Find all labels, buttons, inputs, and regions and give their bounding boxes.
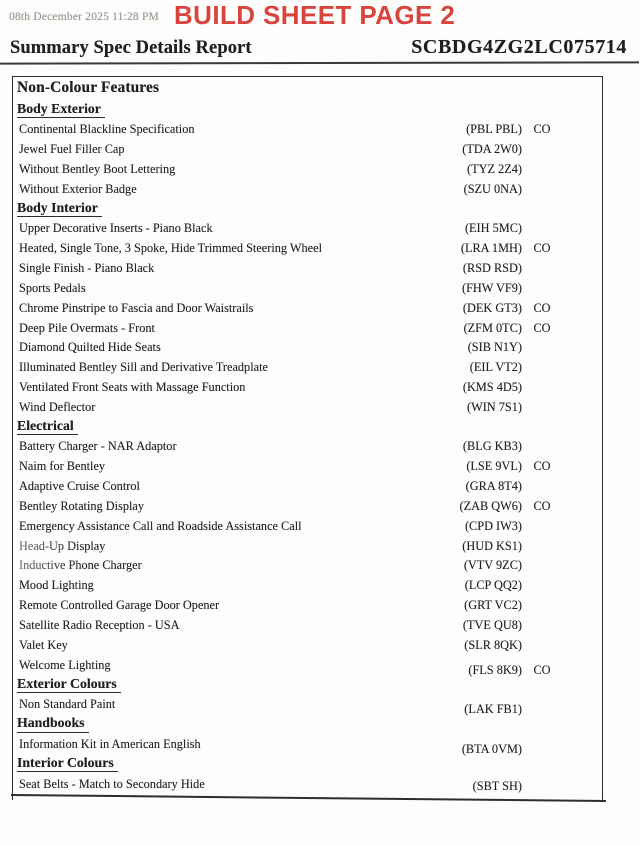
feature-name: Naim for Bentley [19,459,106,474]
carry-over-flag: CO [533,459,551,474]
feature-code-cell [430,459,562,474]
feature-code: (GRA 8T4) [465,479,522,494]
feature-row [13,556,602,576]
feature-code: (CPD IW3) [464,518,522,533]
printed-date: 08th December 2025 11:28 PM [9,11,159,23]
carry-over-flag [522,360,562,375]
feature-code-cell [430,578,562,593]
feature-code: (EIH 5MC) [464,221,522,236]
feature-code: (ZAB QW6) [459,498,522,513]
feature-code-cell [430,241,562,256]
feature-row [13,358,602,378]
feature-code: (FHW VF9) [461,280,522,295]
carry-over-flag [522,261,562,276]
feature-row [13,635,602,655]
carry-over-flag [522,742,562,757]
feature-name: Head-Up Display [19,538,106,553]
feature-code-cell [430,301,562,316]
feature-code: (BLG KB3) [462,439,522,454]
feature-code: (SZU 0NA) [463,181,522,196]
header-divider [0,61,639,64]
section-title: Interior Colours [17,756,118,772]
section-title: Body Interior [17,201,102,217]
feature-code: (KMS 4D5) [462,380,522,394]
section-header [13,754,602,774]
carry-over-flag: CO [533,241,551,256]
feature-name: Heated, Single Tone, 3 Spoke, Hide Trimmed Steering Wheel [19,241,322,256]
feature-row [13,477,602,497]
feature-name: Information Kit in American English [19,736,201,751]
feature-row [13,516,602,536]
feature-name: Continental Blackline Specification [19,122,195,137]
feature-rows [13,100,602,794]
feature-name: Single Finish - Piano Black [19,261,155,276]
feature-code-cell [430,142,562,157]
feature-code: (SLR 8QK) [464,637,522,652]
feature-code-cell [430,439,562,454]
section-header [13,100,602,120]
feature-row [13,497,602,517]
feature-code: (LRA 1MH) [460,241,522,256]
feature-code-cell [430,122,562,137]
feature-row [13,120,602,140]
feature-name: Chrome Pinstripe to Fascia and Door Waistrails [19,300,254,315]
feature-name: Diamond Quilted Hide Seats [19,340,161,355]
feature-row [13,536,602,556]
feature-code: (ZFM 0TC) [463,320,522,335]
feature-code: (VTV 9ZC) [463,558,522,573]
vin-number: SCBDG4ZG2LC075714 [411,36,627,58]
feature-code: (PBL PBL) [466,122,522,137]
sheet-title: Non-Colour Features [17,79,160,96]
feature-code: (LAK FB1) [464,702,522,717]
carry-over-flag [522,618,562,633]
carry-over-flag [522,779,562,794]
feature-name: Deep Pile Overmats - Front [19,320,155,335]
feature-code: (TVE QU8) [462,617,522,632]
feature-name: Bentley Rotating Display [19,498,145,513]
feature-code: (LSE 9VL) [466,459,522,474]
section-header [13,199,602,219]
feature-row [13,616,602,636]
carry-over-flag [522,539,562,554]
feature-code-cell [430,663,562,678]
feature-code-cell [430,638,562,653]
feature-row [13,437,602,457]
feature-row [13,655,602,675]
feature-row [13,179,602,199]
feature-code-cell [430,221,562,236]
feature-row [13,239,602,259]
feature-code: (HUD KS1) [462,538,522,553]
feature-row [13,219,602,239]
feature-name: Seat Belts - Match to Secondary Hide [19,776,205,791]
feature-code-cell [430,261,562,276]
feature-row [13,278,602,298]
carry-over-flag: CO [533,320,551,335]
feature-code-cell [430,598,562,613]
feature-name: Inductive Phone Charger [19,558,142,573]
feature-code-cell [430,742,562,757]
feature-code-cell [430,162,562,177]
section-title: Handbooks [17,716,89,732]
section-title: Body Exterior [17,102,105,118]
feature-row [13,735,602,755]
carry-over-flag [522,479,562,494]
feature-row [13,576,602,596]
carry-over-flag [522,182,562,197]
feature-name: Remote Controlled Garage Door Opener [19,598,220,613]
feature-code: (EIL VT2) [469,360,522,375]
feature-name: Battery Charger - NAR Adaptor [19,439,177,454]
feature-code: (GRT VC2) [464,598,522,613]
feature-name: Wind Deflector [19,399,96,414]
feature-name: Emergency Assistance Call and Roadside Assistance Call [19,518,302,533]
feature-code: (TDA 2W0) [462,142,522,157]
carry-over-flag [522,380,562,395]
feature-code: (SBT SH) [472,778,522,793]
feature-code-cell [430,281,562,296]
carry-over-flag [522,221,562,236]
section-header [13,715,602,735]
report-header [10,36,627,59]
feature-row [13,774,602,794]
feature-code: (SIB N1Y) [467,340,522,355]
feature-code: (DEK GT3) [462,300,522,315]
carry-over-flag [522,340,562,355]
carry-over-flag [522,162,562,177]
feature-code: (RSD RSD) [462,261,522,276]
feature-code: (LCP QQ2) [464,578,522,593]
section-title: Electrical [17,419,78,435]
feature-row [13,596,602,616]
feature-name: Adaptive Cruise Control [19,479,140,494]
feature-row [13,378,602,398]
feature-code-cell [430,539,562,554]
feature-code-cell [430,182,562,197]
feature-row [13,318,602,338]
feature-code-cell [430,702,562,717]
feature-code-cell [430,479,562,494]
feature-code: (BTA 0VM) [461,741,522,756]
feature-name: Jewel Fuel Filler Cap [19,142,125,157]
carry-over-flag [522,598,562,613]
carry-over-flag [522,558,562,573]
feature-code-cell [430,380,562,395]
feature-code-cell [430,519,562,534]
carry-over-flag [522,400,562,415]
feature-code-cell [430,499,562,514]
feature-code-cell [430,321,562,336]
feature-code: (TYZ 2Z4) [467,161,522,176]
feature-code-cell [430,340,562,355]
carry-over-flag [522,439,562,454]
carry-over-flag [522,578,562,593]
feature-row [13,397,602,417]
feature-code: (FLS 8K9) [468,662,522,677]
feature-code: (WIN 7S1) [467,399,522,414]
feature-code-cell [430,779,562,794]
carry-over-flag [522,519,562,534]
feature-name: Valet Key [19,637,68,652]
feature-name: Upper Decorative Inserts - Piano Black [19,221,213,236]
feature-row [13,695,602,715]
feature-code-cell [430,558,562,573]
feature-code-cell [430,400,562,415]
feature-name: Without Bentley Boot Lettering [19,161,176,176]
feature-row [13,259,602,279]
feature-name: Satellite Radio Reception - USA [19,617,180,632]
section-title: Exterior Colours [17,677,121,693]
feature-row [13,159,602,179]
feature-code-cell [430,618,562,633]
feature-row [13,140,602,160]
carry-over-flag [522,638,562,653]
feature-name: Without Exterior Badge [19,181,137,196]
feature-name: Sports Pedals [19,280,86,295]
feature-name: Mood Lighting [19,578,94,593]
carry-over-flag: CO [533,498,551,513]
feature-code-cell [430,360,562,375]
section-header [13,417,602,437]
feature-name: Welcome Lighting [19,657,111,672]
spec-sheet [12,76,603,800]
page-banner: BUILD SHEET PAGE 2 [174,0,456,30]
carry-over-flag: CO [533,662,551,677]
carry-over-flag [522,702,562,717]
feature-row [13,457,602,477]
section-header [13,675,602,695]
feature-name: Illuminated Bentley Sill and Derivative Treadplate [19,360,268,375]
feature-row [13,298,602,318]
carry-over-flag: CO [533,300,551,315]
sheet-bottom-border [11,794,606,802]
carry-over-flag [522,281,562,296]
report-title: Summary Spec Details Report [10,38,252,58]
carry-over-flag: CO [533,122,551,137]
carry-over-flag [522,142,562,157]
feature-name: Non Standard Paint [19,697,116,712]
feature-row [13,338,602,358]
feature-name: Ventilated Front Seats with Massage Function [19,380,246,394]
